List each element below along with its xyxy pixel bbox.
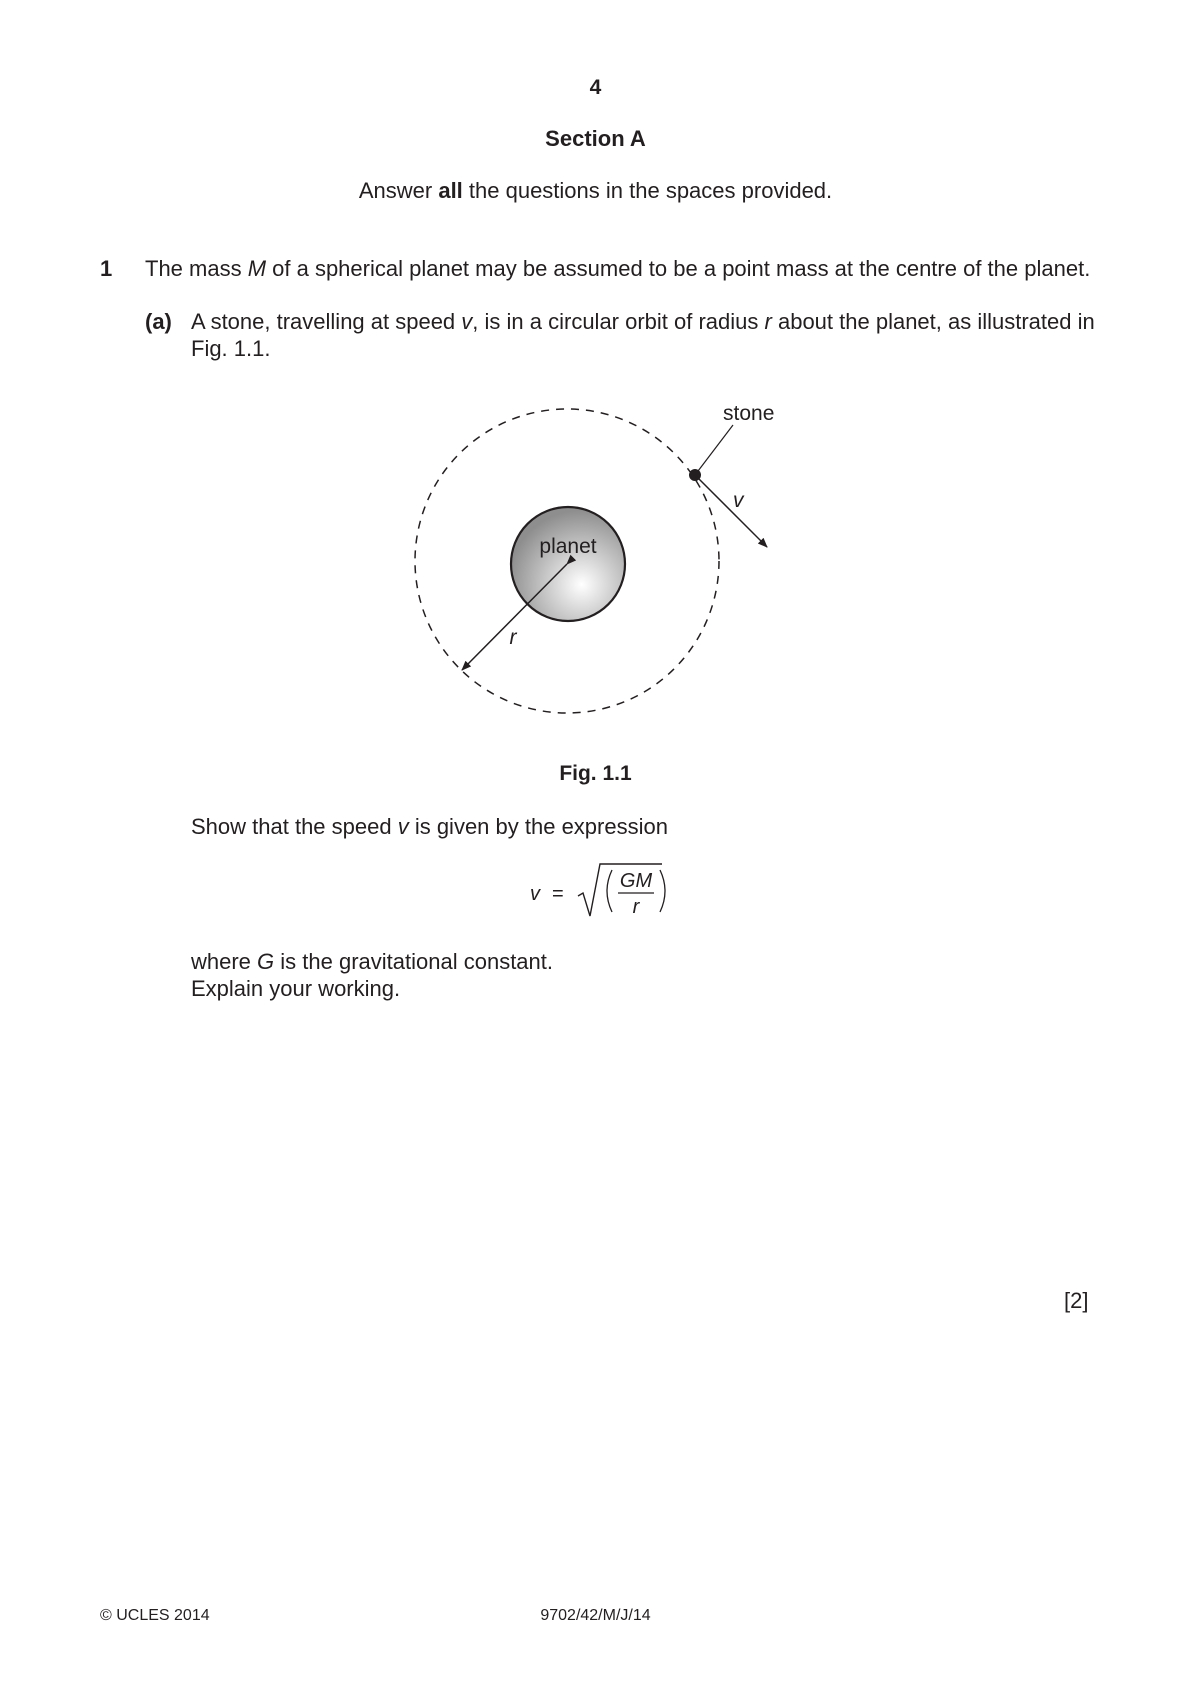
stone-leader-line (695, 425, 733, 475)
var-r: r (764, 309, 772, 334)
var-v: v (461, 309, 473, 334)
equation-numerator: GM (619, 870, 653, 892)
equation-denominator: r (632, 896, 640, 918)
planet-label: planet (539, 535, 597, 558)
equation-equals: = (552, 883, 564, 905)
section-title: Section A (545, 126, 646, 151)
stone-label: stone (723, 402, 775, 425)
explain-instruction: Explain your working. (191, 976, 401, 1001)
var-M: M (247, 256, 267, 281)
part-a-text-1: A stone, travelling at speed (191, 309, 462, 334)
question-stem-text: The mass (145, 256, 248, 281)
where-text-2: is the gravitational constant. (274, 949, 553, 974)
var-G: G (257, 949, 275, 974)
show-text-1: Show that the speed (191, 814, 398, 839)
speed-equation (520, 858, 680, 924)
instruction-emphasis: all (438, 178, 463, 203)
instruction-text-start: Answer (358, 178, 439, 203)
equation-lhs: v (530, 883, 540, 905)
marks-allocation: [2] (1064, 1288, 1089, 1313)
where-text-1: where (191, 949, 258, 974)
question-stem-text-end: of a spherical planet may be assumed to be a point mass at the centre of the planet. (266, 256, 1091, 281)
velocity-arrow (695, 475, 767, 547)
footer-paper-code: 9702/42/M/J/14 (540, 1607, 651, 1624)
show-text-2: is given by the expression (408, 814, 668, 839)
left-parenthesis (607, 870, 612, 912)
figure-caption: Fig. 1.1 (559, 762, 632, 785)
part-a-text-2: , is in a circular orbit of radius (472, 309, 765, 334)
constant-definition (191, 949, 553, 975)
velocity-label: v (733, 489, 744, 512)
part-a-text-line2: Fig. 1.1. (191, 336, 271, 361)
question-number: 1 (100, 256, 113, 281)
page-number: 4 (589, 76, 602, 99)
footer-copyright: © UCLES 2014 (100, 1607, 210, 1624)
part-a-label: (a) (145, 309, 172, 334)
var-v-show: v (397, 814, 409, 839)
show-instruction (191, 814, 668, 840)
part-a-text-3: about the planet, as illustrated in (771, 309, 1095, 334)
radius-label: r (509, 626, 517, 649)
instruction-text-end: the questions in the spaces provided. (462, 178, 833, 203)
right-parenthesis (660, 870, 665, 912)
